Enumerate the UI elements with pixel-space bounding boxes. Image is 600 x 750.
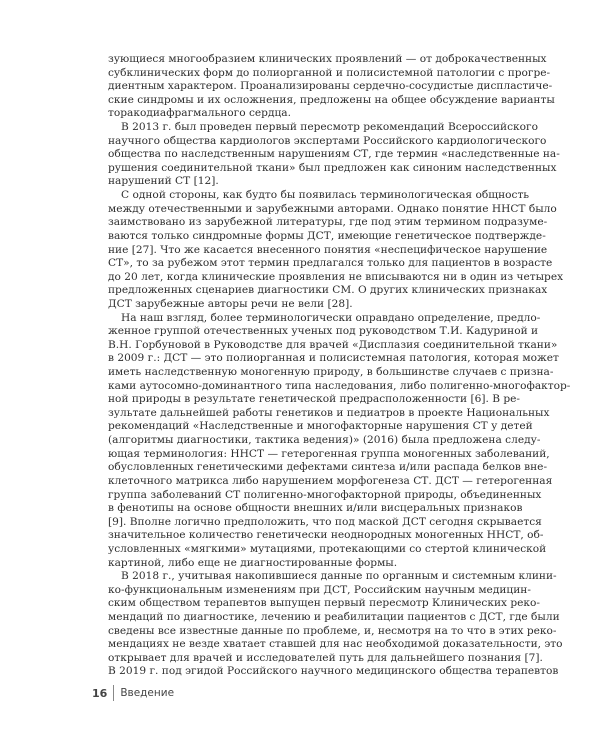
text-line: группа заболеваний СТ полигенно-многофакторной природы, объединенных [108,488,542,501]
text-line: предложенных сценариев диагностики СМ. О других клинических признаках [108,284,548,297]
text-line: заимствовано из зарубежной литературы, где под этим термином подразуме- [108,216,548,229]
text-line: в 2009 г.: ДСТ — это полиорганная и полисистемная патология, которая может [108,352,559,365]
text-line: В 2019 г. под эгидой Российского научного медицинского общества терапевтов [108,665,559,678]
text-line: картиной, либо еще не диагностированные формы. [108,556,398,569]
paragraph [108,570,563,679]
body-text [108,53,571,679]
text-line: между отечественными и зарубежными авторами. Однако понятие ННСТ было [108,202,557,215]
text-line: иметь наследственную моногенную природу, в большинстве случаев с призна- [108,366,554,379]
text-line: научного общества кардиологов экспертами Российского кардиологического [108,134,547,147]
text-line: ские синдромы и их осложнения, предложены на общее обсуждение варианты [108,93,555,106]
text-line: С одной стороны, как будто бы появилась терминологическая общность [121,189,530,202]
text-line: до 20 лет, когда клинические проявления не вписываются ни в один из четырех [108,270,564,283]
footer-divider [113,685,114,701]
text-line: мендациях не везде хватает ставшей для нас необходимой доказательности, это [108,638,563,651]
text-line: В.Н. Горбуновой в Руководстве для врачей «Дисплазия соединительной ткани» [108,338,558,351]
page-footer [92,685,174,701]
paragraph [108,311,571,571]
text-line: ющая терминология: ННСТ — гетерогенная группа моногенных заболеваний, [108,447,550,460]
text-line: диентным характером. Проанализированы сердечно-сосудистые диспластиче- [108,80,553,93]
section-title: Введение [120,687,175,699]
text-line: рекомендаций «Наследственные и многофакторные нарушения СТ у детей [108,420,533,433]
text-line: женное группой отечественных ученых под руководством Т.И. Кадуриной и [108,325,539,338]
page-number: 16 [92,686,108,700]
text-line: зультате дальнейшей работы генетиков и педиатров в проекте Национальных [108,406,550,419]
text-line: торакодиафрагмального сердца. [108,107,291,120]
text-line: ко-функциональным изменениям при ДСТ, Российским научным медицин- [108,583,531,596]
paragraph [108,121,560,189]
text-line: ским обществом терапевтов выпущен первый пересмотр Клинических реко- [108,597,541,610]
text-line: условленных «мягкими» мутациями, протекающими со стертой клинической [108,542,547,555]
text-line: ками аутосомно-доминантного типа наследования, либо полигенно-многофактор- [108,379,571,392]
text-line: значительное количество генетически неоднородных моногенных ННСТ, об- [108,529,544,542]
paragraph [108,189,564,311]
text-line: нарушений СТ [12]. [108,175,219,188]
text-line: СТ», то за рубежом этот термин предлагался только для пациентов в возрасте [108,257,553,270]
text-line: обусловленных генетическими дефектами синтеза и/или распада белков вне- [108,461,548,474]
text-line: В 2018 г., учитывая накопившиеся данные по органным и системным клини- [121,570,557,583]
text-line: общества по наследственным нарушениям СТ, где термин «наследственные на- [108,148,560,161]
text-line: [9]. Вполне логично предположить, что под маской ДСТ сегодня скрывается [108,515,542,528]
text-line: (алгоритмы диагностики, тактика ведения)» (2016) была предложена следу- [108,434,541,447]
paragraph [108,53,555,121]
text-line: ние [27]. Что же касается внесенного понятия «неспецифическое нарушение [108,243,548,256]
text-line: ной природы в результате генетической предрасположенности [6]. В ре- [108,393,520,406]
text-line: в фенотипы на основе общности внешних и/или висцеральных признаков [108,502,523,515]
text-line: субклинических форм до полиорганной и полисистемной патологии с прогре- [108,66,551,79]
text-line: открывает для врачей и исследователей путь для дальнейшего познания [7]. [108,651,543,664]
text-line: В 2013 г. был проведен первый пересмотр рекомендаций Всероссийского [121,121,538,134]
text-line: зующиеся многообразием клинических проявлений — от доброкачественных [108,53,547,65]
text-line: клеточного матрикса либо нарушением морфогенеза СТ. ДСТ — гетерогенная [108,474,553,487]
text-line: сведены все известные данные по проблеме, и, несмотря на то что в этих реко- [108,624,557,637]
text-line: На наш взгляд, более терминологически оправдано определение, предло- [121,311,541,324]
text-line: рушения соединительной ткани» был предложен как синоним наследственных [108,161,557,174]
text-line: ваются только синдромные формы ДСТ, имеющие генетическое подтвержде- [108,229,546,242]
text-line: ДСТ зарубежные авторы речи не вели [28]. [108,297,353,310]
text-line: мендаций по диагностике, лечению и реабилитации пациентов с ДСТ, где были [108,610,560,623]
